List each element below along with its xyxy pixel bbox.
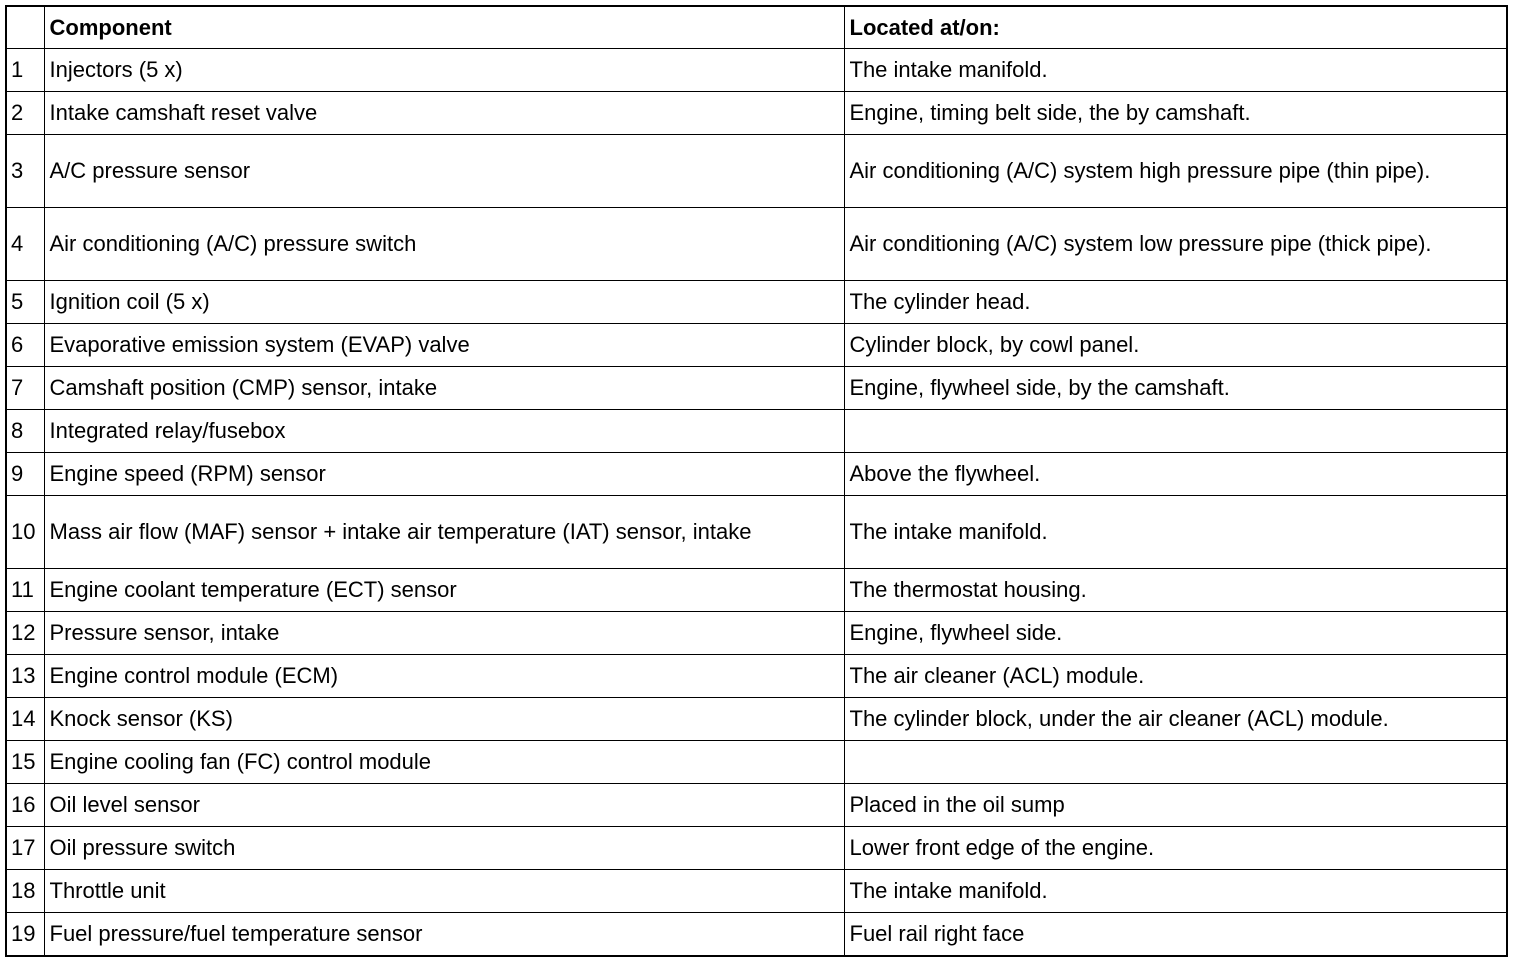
row-location: Placed in the oil sump: [844, 784, 1507, 827]
row-component: Intake camshaft reset valve: [44, 92, 844, 135]
table-row: [6, 913, 1507, 957]
table-row: [6, 655, 1507, 698]
row-component: Engine cooling fan (FC) control module: [44, 741, 844, 784]
table-row: [6, 135, 1507, 208]
row-number: 3: [6, 135, 44, 208]
table-row: [6, 324, 1507, 367]
row-location: Air conditioning (A/C) system high pressure pipe (thin pipe).: [844, 135, 1507, 208]
row-component: Injectors (5 x): [44, 49, 844, 92]
row-number: 19: [6, 913, 44, 957]
row-number: 5: [6, 281, 44, 324]
table-header-row: [6, 6, 1507, 49]
table-row: [6, 569, 1507, 612]
row-number: 18: [6, 870, 44, 913]
row-number: 8: [6, 410, 44, 453]
row-component: A/C pressure sensor: [44, 135, 844, 208]
row-number: 15: [6, 741, 44, 784]
row-number: 4: [6, 208, 44, 281]
row-component: Throttle unit: [44, 870, 844, 913]
row-location: Engine, flywheel side.: [844, 612, 1507, 655]
row-component: Engine control module (ECM): [44, 655, 844, 698]
row-component: Engine coolant temperature (ECT) sensor: [44, 569, 844, 612]
row-number: 16: [6, 784, 44, 827]
row-location: The intake manifold.: [844, 496, 1507, 569]
row-location: [844, 410, 1507, 453]
row-component: Engine speed (RPM) sensor: [44, 453, 844, 496]
row-location: The thermostat housing.: [844, 569, 1507, 612]
table-row: [6, 784, 1507, 827]
table-row: [6, 281, 1507, 324]
row-component: Oil pressure switch: [44, 827, 844, 870]
row-number: 10: [6, 496, 44, 569]
row-location: [844, 741, 1507, 784]
row-component: Fuel pressure/fuel temperature sensor: [44, 913, 844, 957]
table-row: [6, 827, 1507, 870]
table-row: [6, 496, 1507, 569]
row-number: 7: [6, 367, 44, 410]
row-location: Air conditioning (A/C) system low pressure pipe (thick pipe).: [844, 208, 1507, 281]
row-number: 12: [6, 612, 44, 655]
row-location: The air cleaner (ACL) module.: [844, 655, 1507, 698]
row-component: Pressure sensor, intake: [44, 612, 844, 655]
table-row: [6, 453, 1507, 496]
row-number: 1: [6, 49, 44, 92]
table-row: [6, 49, 1507, 92]
header-location: Located at/on:: [844, 6, 1507, 49]
row-component: Integrated relay/fusebox: [44, 410, 844, 453]
row-location: The cylinder head.: [844, 281, 1507, 324]
row-component: Camshaft position (CMP) sensor, intake: [44, 367, 844, 410]
table-row: [6, 208, 1507, 281]
row-location: Engine, timing belt side, the by camshaft.: [844, 92, 1507, 135]
row-component: Oil level sensor: [44, 784, 844, 827]
row-component: Mass air flow (MAF) sensor + intake air temperature (IAT) sensor, intake: [44, 496, 844, 569]
table-row: [6, 612, 1507, 655]
table-row: [6, 741, 1507, 784]
table-row: [6, 367, 1507, 410]
row-number: 17: [6, 827, 44, 870]
row-location: Lower front edge of the engine.: [844, 827, 1507, 870]
row-number: 13: [6, 655, 44, 698]
row-location: The intake manifold.: [844, 49, 1507, 92]
row-component: Air conditioning (A/C) pressure switch: [44, 208, 844, 281]
row-number: 11: [6, 569, 44, 612]
table-row: [6, 870, 1507, 913]
component-location-table: [5, 5, 1508, 957]
row-number: 6: [6, 324, 44, 367]
row-location: Above the flywheel.: [844, 453, 1507, 496]
row-location: Engine, flywheel side, by the camshaft.: [844, 367, 1507, 410]
row-number: 2: [6, 92, 44, 135]
table-row: [6, 410, 1507, 453]
row-location: The cylinder block, under the air cleaner (ACL) module.: [844, 698, 1507, 741]
row-number: 9: [6, 453, 44, 496]
row-component: Knock sensor (KS): [44, 698, 844, 741]
row-location: Fuel rail right face: [844, 913, 1507, 957]
row-component: Ignition coil (5 x): [44, 281, 844, 324]
table-row: [6, 92, 1507, 135]
table-row: [6, 698, 1507, 741]
row-number: 14: [6, 698, 44, 741]
header-component: Component: [44, 6, 844, 49]
row-location: The intake manifold.: [844, 870, 1507, 913]
row-location: Cylinder block, by cowl panel.: [844, 324, 1507, 367]
header-number: [6, 6, 44, 49]
row-component: Evaporative emission system (EVAP) valve: [44, 324, 844, 367]
